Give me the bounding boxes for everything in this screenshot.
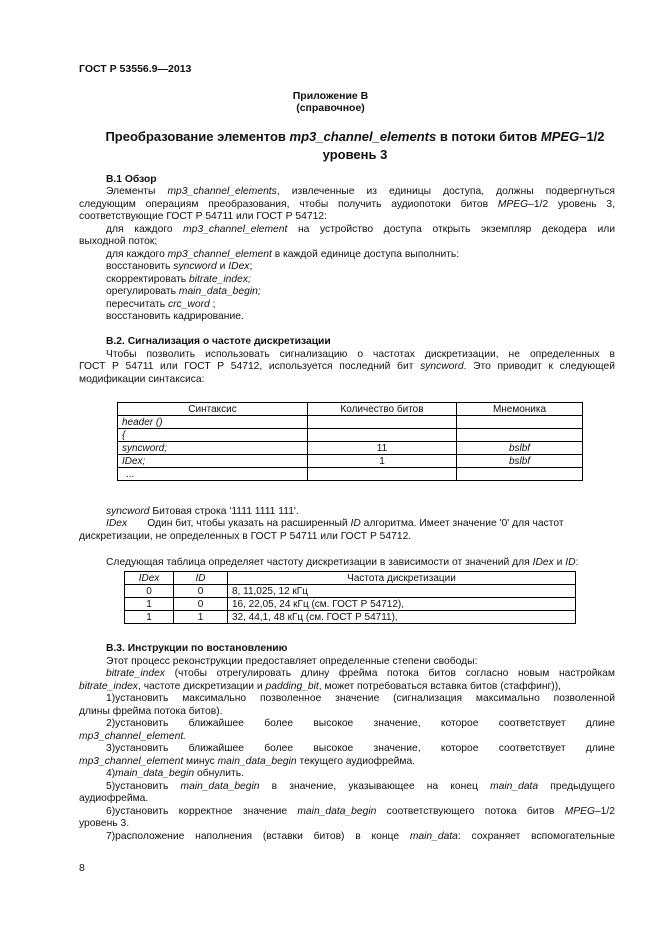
paragraph-line: длины фрейма потока битов). [79,706,223,717]
table-cell [457,429,583,442]
paragraph-line: bitrate_index (чтобы отрегулировать длину фрейма потока битов согласно новым настройкам [106,668,615,679]
annex-title: Приложение В [292,90,369,102]
table-cell: 0 [125,585,174,598]
paragraph-line: аудиофрейма. [79,793,149,804]
paragraph-line: mp3_channel_element. [79,731,187,742]
paragraph-line: 1)установить максимально позволенное значение (сигнализация максимально позволенной [106,693,615,704]
standard-header: ГОСТ Р 53556.9—2013 [79,63,192,75]
section-heading-b2: В.2. Сигнализация о частоте дискретизации [106,336,331,347]
table-cell: { [118,429,308,442]
column-header: IDex [125,572,174,585]
paragraph-line: Следующая таблица определяет частоту дискретизации в зависимости от значений для IDex и ID: [106,557,579,568]
table-cell: 32, 44,1, 48 кГц (см. ГОСТ Р 54711), [228,611,576,624]
table-cell: 0 [174,585,228,598]
definition-syncword: syncword Битовая строка '1111 1111 111'. [106,506,299,517]
table-cell: 1 [308,455,457,468]
table-cell [308,416,457,429]
table-cell [457,416,583,429]
column-header: Количество битов [308,403,457,416]
list-item: восстановить кадрирование. [106,311,244,322]
table-cell: 1 [174,611,228,624]
section-heading-b3: В.3. Инструкции по востановлению [106,643,288,654]
list-item: скорректировать bitrate_index; [106,274,251,285]
paragraph-line: Этот процесс реконструкции предоставляет определенные степени свободы: [106,656,478,667]
list-item: орегулировать main_data_begin; [106,286,261,297]
paragraph-line: 2)установить ближайшее более высокое значение, которое соответствует длине [106,718,615,729]
frequency-table [124,571,576,624]
table-row [125,611,576,624]
table-cell: ... [118,468,308,481]
paragraph-line: для каждого mp3_channel_element в каждой единице доступа выполнить: [106,249,460,260]
list-item: восстановить syncword и IDex; [106,261,253,272]
table-cell [457,468,583,481]
table-row [118,455,583,468]
table-row [118,416,583,429]
paragraph-line: следующим операциям преобразования, чтобы получить аудиопотоки битов MPEG–1/2 уровень 3, [79,199,615,210]
table-header-row [118,403,583,416]
paragraph-line: Элементы mp3_channel_elements, извлеченные из единицы доступа, должны подвергнуться [106,186,615,197]
table-row [125,598,576,611]
table-cell: 11 [308,442,457,455]
table-cell: 1 [125,611,174,624]
paragraph-line: для каждого mp3_channel_element на устройство доступа открыть экземпляр декодера или [106,224,615,235]
paragraph-line: выходной поток; [79,236,158,247]
table-header-row [125,572,576,585]
section-heading-b1: В.1 Обзор [106,174,157,185]
table-cell: bslbf [457,442,583,455]
paragraph-line: дискретизации, не определенных в ГОСТ Р 54711 или ГОСТ Р 54712. [79,531,412,542]
paragraph-line: 4)main_data_begin обнулить. [106,768,244,779]
definition-idex: IDex Один бит, чтобы указать на расширенный ID алгоритма. Имеет значение '0' для частот [106,518,564,529]
table-cell [308,468,457,481]
page-number: 8 [79,862,85,874]
paragraph-line: ГОСТ Р 54711 или ГОСТ Р 54712, используется последний бит syncword. Это приводит к следующей [79,361,615,372]
annex-subtitle: (справочное) [296,102,365,114]
table-cell [308,429,457,442]
paragraph-line: Чтобы позволить использовать сигнализацию о частотах дискретизации, не определенных в [106,349,615,360]
paragraph-line: 3)установить ближайшее более высокое значение, которое соответствует длине [106,743,615,754]
table-cell: header () [118,416,308,429]
table-row [125,585,576,598]
syntax-table [117,402,583,481]
table-cell: syncword; [118,442,308,455]
paragraph-line: 7)расположение наполнения (вставки битов) в конце main_data: сохраняет вспомогательные [106,831,615,842]
table-row [118,442,583,455]
table-cell: 0 [174,598,228,611]
paragraph-line: 5)установить main_data_begin в значение, указывающее на конец main_data предыдущего [106,781,615,792]
list-item: пересчитать crc_word ; [106,299,216,310]
table-cell: 1 [125,598,174,611]
table-cell: 8, 11,025, 12 кГц [228,585,576,598]
paragraph-line: уровень 3. [79,818,130,829]
table-row [118,468,583,481]
table-cell: IDex; [118,455,308,468]
paragraph-line: mp3_channel_element минус main_data_begin текущего аудиофрейма. [79,756,416,767]
table-cell: bslbf [457,455,583,468]
table-row [118,429,583,442]
paragraph-line: соответствующие ГОСТ Р 54711 или ГОСТ Р 54712: [79,211,327,222]
column-header: Частота дискретизации [228,572,576,585]
document-title: Преобразование элементов mp3_channel_elements в потоки битов MPEG–1/2 уровень 3 [105,129,605,162]
column-header: Синтаксис [118,403,308,416]
column-header: Мнемоника [457,403,583,416]
column-header: ID [174,572,228,585]
table-cell: 16, 22,05, 24 кГц (см. ГОСТ Р 54712), [228,598,576,611]
paragraph-line: bitrate_index, частоте дискретизации и padding_bit, может потребоваться вставка битов (стаффинг)), [79,681,562,692]
paragraph-line: 6)установить корректное значение main_data_begin соответствующего потока битов MPEG–1/2 [106,806,615,817]
paragraph-line: модификации синтаксиса: [79,374,205,385]
